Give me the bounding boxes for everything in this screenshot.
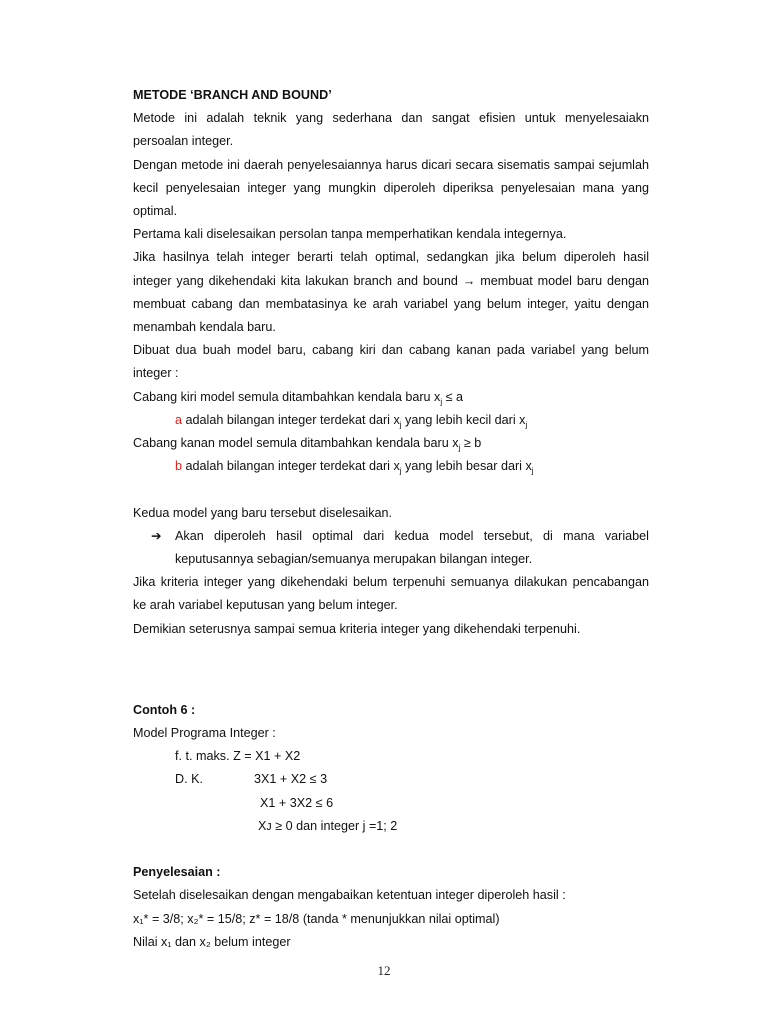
constraint-1: 3X1 + X2 ≤ 3 bbox=[254, 772, 328, 787]
paragraph-line: Jika kriteria integer yang dikehendaki belum terpenuhi semuanya dilakukan pencabangan bbox=[133, 575, 649, 590]
subscript: j bbox=[399, 466, 402, 476]
paragraph-line: Metode ini adalah teknik yang sederhana dan sangat efisien untuk menyelesaiakn bbox=[133, 111, 649, 126]
b-desc-part2: yang lebih besar dari x bbox=[401, 459, 532, 474]
right-branch-line bbox=[133, 432, 649, 455]
solution-line: Setelah diselesaikan dengan mengabaikan ketentuan integer diperoleh hasil : bbox=[133, 888, 566, 903]
constraint-line-1 bbox=[133, 768, 649, 791]
paragraph-line: Dibuat dua buah model baru, cabang kiri dan cabang kanan pada variabel yang belum bbox=[133, 343, 649, 358]
arrow-bullet-text: Akan diperoleh hasil optimal dari kedua model tersebut, di mana variabel bbox=[175, 528, 649, 543]
left-branch-relation: ≤ a bbox=[442, 389, 464, 404]
b-letter: b bbox=[175, 459, 183, 474]
subscript: j bbox=[525, 420, 528, 430]
right-branch-relation: ≥ b bbox=[460, 436, 482, 451]
paragraph-line: ke arah variabel keputusan yang belum integer. bbox=[133, 598, 398, 613]
right-branch-text: Cabang kanan model semula ditambahkan kendala baru x bbox=[133, 436, 459, 451]
solution-line: x₁* = 3/8; x₂* = 15/8; z* = 18/8 (tanda * menunjukkan nilai optimal) bbox=[133, 911, 500, 926]
constraint-3: Xᴊ ≥ 0 dan integer j =1; 2 bbox=[258, 818, 398, 833]
spacer bbox=[133, 478, 649, 501]
example-title: Contoh 6 : bbox=[133, 702, 196, 717]
a-definition-line bbox=[133, 409, 649, 432]
dk-label: D. K. bbox=[175, 772, 203, 787]
b-definition-line bbox=[133, 455, 649, 478]
subscript: j bbox=[440, 397, 443, 407]
arrow-bullet-line bbox=[133, 525, 649, 548]
page-number: 12 bbox=[377, 963, 391, 978]
paragraph-line: menambah kendala baru. bbox=[133, 320, 276, 335]
a-desc-part1: adalah bilangan integer terdekat dari x bbox=[182, 412, 400, 427]
b-desc-part1: adalah bilangan integer terdekat dari x bbox=[182, 459, 400, 474]
left-branch-text: Cabang kiri model semula ditambahkan kendala baru x bbox=[133, 389, 441, 404]
arrow-right-icon: ➔ bbox=[151, 528, 162, 543]
section-title: METODE ‘BRANCH AND BOUND’ bbox=[133, 88, 332, 102]
paragraph-line: optimal. bbox=[133, 204, 178, 219]
paragraph-line: Demikian seterusnya sampai semua kriteria integer yang dikehendaki terpenuhi. bbox=[133, 621, 581, 636]
spacer bbox=[133, 641, 649, 676]
paragraph-line: Pertama kali diselesaikan persolan tanpa memperhatikan kendala integernya. bbox=[133, 227, 567, 242]
a-letter: a bbox=[175, 412, 183, 427]
a-desc-part2: yang lebih kecil dari x bbox=[401, 412, 526, 427]
left-branch-line bbox=[133, 386, 649, 409]
model-title: Model Programa Integer : bbox=[133, 726, 276, 741]
spacer bbox=[133, 676, 649, 699]
page-content bbox=[133, 84, 649, 954]
constraint-line-2 bbox=[133, 792, 649, 815]
solution-line: Nilai x₁ dan x₂ belum integer bbox=[133, 934, 291, 949]
objective-function bbox=[133, 745, 649, 768]
subscript: j bbox=[458, 443, 461, 453]
objective-text: f. t. maks. Z = X1 + X2 bbox=[175, 749, 301, 764]
paragraph-line: persoalan integer. bbox=[133, 134, 234, 149]
paragraph-line: integer yang dikehendaki kita lakukan branch and bound → membuat model baru dengan bbox=[133, 273, 649, 288]
solution-title: Penyelesaian : bbox=[133, 865, 221, 880]
subscript: j bbox=[399, 420, 402, 430]
subscript: j bbox=[531, 466, 534, 476]
paragraph-line: kecil penyelesaian integer yang mungkin diperoleh diperiksa penyelesaian mana yang bbox=[133, 180, 649, 195]
paragraph-line: integer : bbox=[133, 366, 179, 381]
paragraph-line: membuat cabang dan membatasinya ke arah variabel yang belum integer, yaitu dengan bbox=[133, 296, 649, 311]
constraint-line-3 bbox=[133, 815, 649, 838]
paragraph-line: Kedua model yang baru tersebut diselesaikan. bbox=[133, 505, 393, 520]
arrow-bullet-continuation: keputusannya sebagian/semuanya merupakan bilangan integer. bbox=[175, 552, 533, 567]
spacer bbox=[133, 838, 649, 861]
paragraph-line: Dengan metode ini daerah penyelesaiannya harus dicari secara sisematis sampai sejumlah bbox=[133, 157, 649, 172]
constraint-2: X1 + 3X2 ≤ 6 bbox=[260, 795, 334, 810]
paragraph-line: Jika hasilnya telah integer berarti telah optimal, sedangkan jika belum diperoleh hasil bbox=[133, 250, 649, 265]
